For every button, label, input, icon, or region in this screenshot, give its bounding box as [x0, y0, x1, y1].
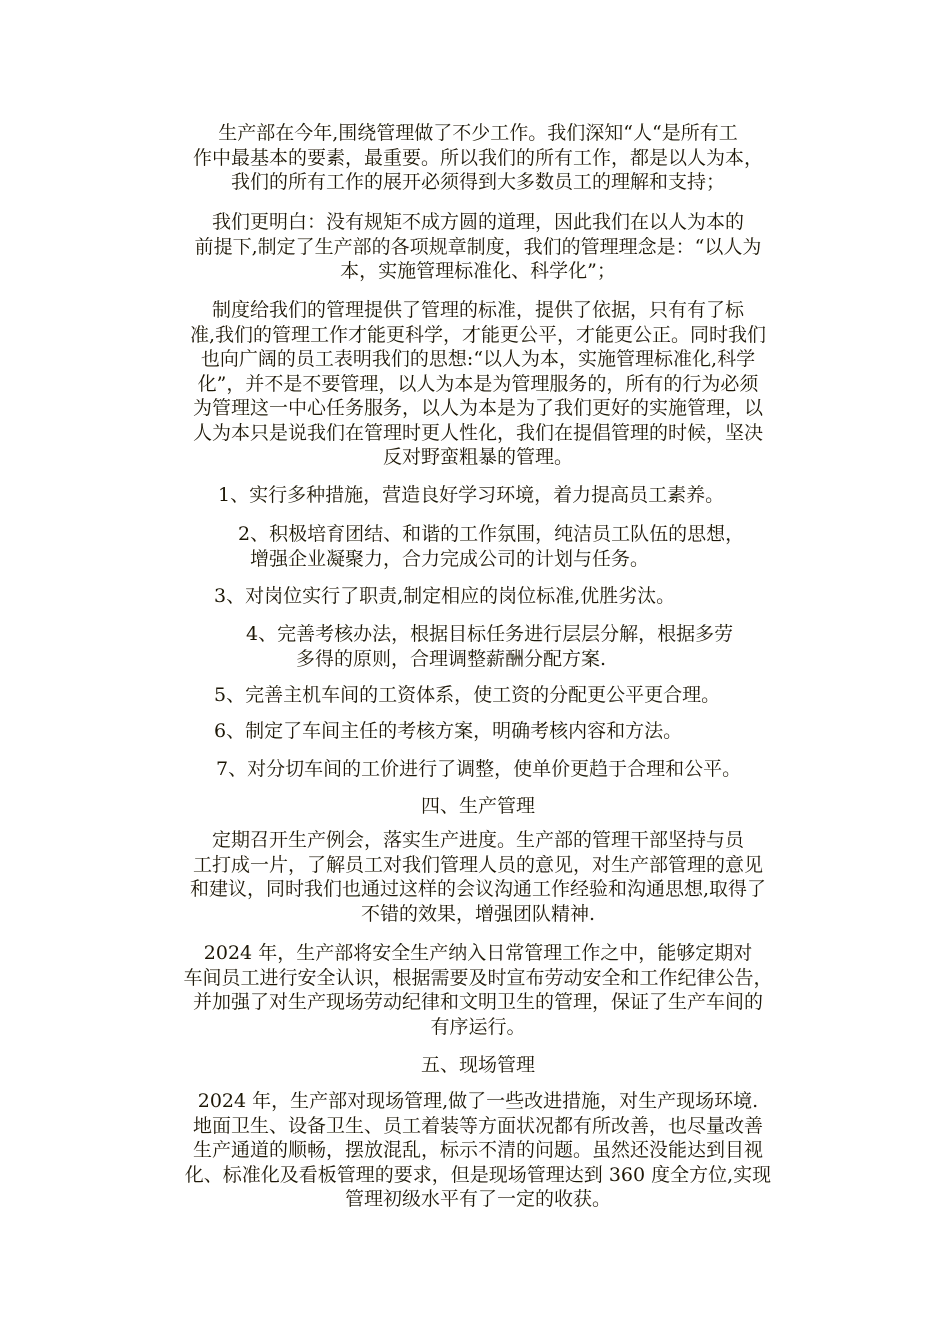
text-line: 前提下,制定了生产部的各项规章制度，我们的管理理念是：“以人为 — [194, 235, 762, 258]
paragraph-meetings — [148, 828, 808, 926]
text-line: 车间员工进行安全认识，根据需要及时宣布劳动安全和工作纪律公告， — [183, 966, 773, 989]
text-line: 多得的原则，合理调整薪酬分配方案. — [296, 647, 607, 670]
paragraph-site — [148, 1089, 808, 1212]
text-line: 我们的所有工作的展开必须得到大多数员工的理解和支持； — [230, 171, 725, 193]
paragraph-safety — [148, 941, 808, 1039]
text-line: 化、标准化及看板管理的要求，但是现场管理达到 360 度全方位,实现 — [184, 1163, 772, 1186]
text-line: 和建议，同时我们也通过这样的会议沟通工作经验和沟通思想,取得了 — [189, 878, 767, 900]
text-line: 也向广阔的员工表明我们的思想:“以人为本，实施管理标准化,科学 — [200, 348, 756, 370]
text-line: 作中最基本的要素，最重要。所以我们的所有工作，都是以人为本， — [192, 146, 763, 169]
text-line: 我们更明白：没有规矩不成方圆的道理，因此我们在以人为本的 — [211, 211, 744, 233]
text-line: 管理初级水平有了一定的收获。 — [344, 1188, 611, 1210]
text-line: 人为本只是说我们在管理时更人性化，我们在提倡管理的时候，坚决 — [192, 421, 763, 444]
text-line: 增强企业凝聚力，合力完成公司的计划与任务。 — [250, 547, 650, 570]
text-line: 不错的效果，增强团队精神. — [360, 902, 596, 925]
text-line: 1、实行多种措施，营造良好学习环境，着力提高员工素养。 — [218, 484, 725, 506]
section-heading: 四、生产管理 — [420, 795, 535, 817]
text-line: 7、对分切车间的工价进行了调整，使单价更趋于合理和公平。 — [216, 758, 742, 780]
list-item — [214, 683, 720, 708]
text-line: 生产通道的顺畅，摆放混乱，标示不清的问题。虽然还没能达到目视 — [192, 1139, 763, 1161]
text-line: 地面卫生、设备卫生、员工着装等方面状况都有所改善，也尽量改善 — [192, 1114, 763, 1137]
text-line: 化”，并不是不要管理，以人为本是为管理服务的，所有的行为必须 — [197, 372, 759, 395]
text-line: 2024 年，生产部将安全生产纳入日常管理工作之中，能够定期对 — [203, 942, 753, 964]
list-item — [238, 522, 744, 571]
section-heading: 五、现场管理 — [420, 1054, 535, 1076]
text-line: 生产部在今年,围绕管理做了不少工作。我们深知“人“是所有工 — [218, 122, 738, 144]
paragraph-system — [148, 298, 808, 470]
text-line: 2024 年，生产部对现场管理,做了一些改进措施，对生产现场环境. — [197, 1090, 759, 1112]
text-line: 定期召开生产例会，落实生产进度。生产部的管理干部坚持与员 — [211, 829, 744, 851]
text-line: 5、完善主机车间的工资体系，使工资的分配更公平更合理。 — [214, 684, 721, 706]
text-line: 制度给我们的管理提供了管理的标准，提供了依据，只有有了标 — [211, 299, 744, 321]
text-line: 6、制定了车间主任的考核方案，明确考核内容和方法。 — [214, 720, 683, 742]
text-line: 有序运行。 — [430, 1015, 526, 1038]
paragraph-principle — [148, 210, 808, 284]
list-item — [214, 584, 675, 609]
text-line: 工打成一片，了解员工对我们管理人员的意见，对生产部管理的意见 — [192, 853, 763, 876]
text-line: 为管理这一中心任务服务，以人为本是为了我们更好的实施管理，以 — [192, 397, 763, 419]
text-line: 2、积极培育团结、和谐的工作氛围，纯洁员工队伍的思想， — [238, 523, 745, 545]
text-line: 本，实施管理标准化、科学化”； — [340, 260, 616, 282]
paragraph-intro — [148, 121, 808, 195]
list-item — [246, 622, 733, 671]
text-line: 并加强了对生产现场劳动纪律和文明卫生的管理，保证了生产车间的 — [192, 991, 763, 1013]
list-item — [216, 757, 741, 782]
text-line: 准,我们的管理工作才能更科学，才能更公平，才能更公正。同时我们 — [189, 323, 767, 346]
text-line: 3、对岗位实行了职责,制定相应的岗位标准,优胜劣汰。 — [214, 585, 676, 607]
text-line: 4、完善考核办法，根据目标任务进行层层分解，根据多劳 — [246, 623, 734, 645]
text-line: 反对野蛮粗暴的管理。 — [382, 446, 573, 468]
list-item — [218, 483, 724, 508]
list-item — [214, 719, 682, 744]
